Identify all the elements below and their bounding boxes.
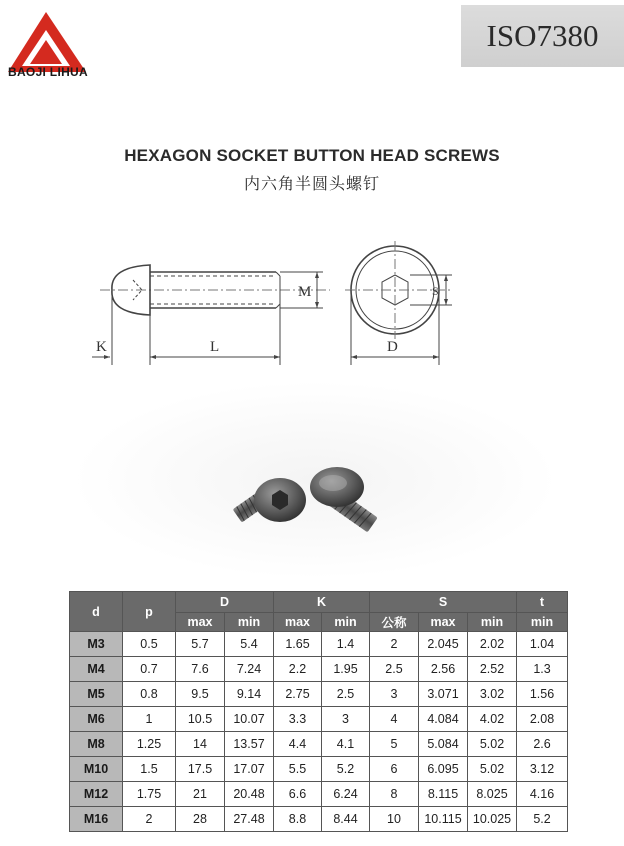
table-cell: 27.48 xyxy=(225,807,274,832)
size-cell: M12 xyxy=(70,782,123,807)
size-cell: M10 xyxy=(70,757,123,782)
header-K: K xyxy=(274,592,370,613)
table-cell: 2.75 xyxy=(274,682,322,707)
table-cell: 17.07 xyxy=(225,757,274,782)
table-cell: 10 xyxy=(370,807,419,832)
table-row xyxy=(70,707,568,732)
table-cell: 0.7 xyxy=(123,657,176,682)
table-row xyxy=(70,682,568,707)
table-cell: 10.025 xyxy=(468,807,517,832)
table-cell: 17.5 xyxy=(176,757,225,782)
label-d: D xyxy=(387,339,398,355)
table-cell: 10.115 xyxy=(419,807,468,832)
table-cell: 8.115 xyxy=(419,782,468,807)
table-cell: 5 xyxy=(370,732,419,757)
subheader-t-min: min xyxy=(517,613,568,632)
table-cell: 8 xyxy=(370,782,419,807)
table-cell: 8.8 xyxy=(274,807,322,832)
table-cell: 21 xyxy=(176,782,225,807)
table-cell: 6.6 xyxy=(274,782,322,807)
table-cell: 2 xyxy=(123,807,176,832)
subheader-S-nominal: 公称 xyxy=(370,613,419,632)
table-cell: 0.8 xyxy=(123,682,176,707)
table-cell: 1.25 xyxy=(123,732,176,757)
table-cell: 2.2 xyxy=(274,657,322,682)
table-cell: 6 xyxy=(370,757,419,782)
table-cell: 8.44 xyxy=(322,807,370,832)
table-cell: 4 xyxy=(370,707,419,732)
header-t: t xyxy=(517,592,568,613)
product-photo xyxy=(225,455,395,545)
table-cell: 2.08 xyxy=(517,707,568,732)
table-cell: 4.084 xyxy=(419,707,468,732)
table-cell: 2.52 xyxy=(468,657,517,682)
table-cell: 2.6 xyxy=(517,732,568,757)
table-row xyxy=(70,732,568,757)
label-k: K xyxy=(96,339,107,355)
table-cell: 2.02 xyxy=(468,632,517,657)
standard-badge xyxy=(461,5,624,67)
table-cell: 5.5 xyxy=(274,757,322,782)
size-cell: M3 xyxy=(70,632,123,657)
table-cell: 5.084 xyxy=(419,732,468,757)
table-cell: 1.95 xyxy=(322,657,370,682)
table-cell: 1.56 xyxy=(517,682,568,707)
table-cell: 6.095 xyxy=(419,757,468,782)
header-d: d xyxy=(70,592,123,632)
spec-table-body xyxy=(70,632,568,832)
size-cell: M8 xyxy=(70,732,123,757)
table-cell: 5.2 xyxy=(517,807,568,832)
header-p: p xyxy=(123,592,176,632)
table-cell: 9.14 xyxy=(225,682,274,707)
table-cell: 20.48 xyxy=(225,782,274,807)
spec-table xyxy=(69,591,568,832)
table-cell: 10.5 xyxy=(176,707,225,732)
table-row xyxy=(70,657,568,682)
table-cell: 7.24 xyxy=(225,657,274,682)
table-row xyxy=(70,632,568,657)
table-cell: 5.7 xyxy=(176,632,225,657)
subheader-S-max: max xyxy=(419,613,468,632)
table-cell: 13.57 xyxy=(225,732,274,757)
table-cell: 1.4 xyxy=(322,632,370,657)
table-cell: 9.5 xyxy=(176,682,225,707)
size-cell: M4 xyxy=(70,657,123,682)
table-cell: 3.071 xyxy=(419,682,468,707)
subheader-D-max: max xyxy=(176,613,225,632)
table-row xyxy=(70,757,568,782)
table-row xyxy=(70,807,568,832)
table-cell: 8.025 xyxy=(468,782,517,807)
label-m: M xyxy=(298,284,312,300)
table-row xyxy=(70,782,568,807)
table-cell: 5.2 xyxy=(322,757,370,782)
table-cell: 10.07 xyxy=(225,707,274,732)
table-cell: 2.5 xyxy=(322,682,370,707)
table-cell: 2 xyxy=(370,632,419,657)
table-cell: 4.02 xyxy=(468,707,517,732)
table-header-row xyxy=(70,592,568,613)
page-title: HEXAGON SOCKET BUTTON HEAD SCREWS xyxy=(124,146,500,165)
subheader-D-min: min xyxy=(225,613,274,632)
technical-drawing xyxy=(80,225,480,375)
table-cell: 5.02 xyxy=(468,732,517,757)
brand-name: BAOJI LIHUA xyxy=(8,65,88,79)
size-cell: M5 xyxy=(70,682,123,707)
subheader-K-max: max xyxy=(274,613,322,632)
table-cell: 14 xyxy=(176,732,225,757)
subheader-S-min: min xyxy=(468,613,517,632)
table-cell: 5.02 xyxy=(468,757,517,782)
table-cell: 5.4 xyxy=(225,632,274,657)
table-cell: 1.04 xyxy=(517,632,568,657)
table-cell: 6.24 xyxy=(322,782,370,807)
table-cell: 2.045 xyxy=(419,632,468,657)
standard-label: ISO7380 xyxy=(486,18,599,53)
label-s: S xyxy=(432,284,439,298)
table-cell: 3 xyxy=(370,682,419,707)
header-D: D xyxy=(176,592,274,613)
table-cell: 3.3 xyxy=(274,707,322,732)
table-cell: 1.3 xyxy=(517,657,568,682)
size-cell: M6 xyxy=(70,707,123,732)
table-cell: 3.12 xyxy=(517,757,568,782)
table-cell: 2.56 xyxy=(419,657,468,682)
table-cell: 1.75 xyxy=(123,782,176,807)
table-cell: 0.5 xyxy=(123,632,176,657)
table-cell: 4.16 xyxy=(517,782,568,807)
page-subtitle: 内六角半圆头螺钉 xyxy=(243,176,380,193)
table-cell: 3 xyxy=(322,707,370,732)
size-cell: M16 xyxy=(70,807,123,832)
table-cell: 1 xyxy=(123,707,176,732)
table-cell: 1.5 xyxy=(123,757,176,782)
table-cell: 4.4 xyxy=(274,732,322,757)
table-cell: 3.02 xyxy=(468,682,517,707)
header-S: S xyxy=(370,592,517,613)
table-cell: 4.1 xyxy=(322,732,370,757)
table-cell: 1.65 xyxy=(274,632,322,657)
subheader-K-min: min xyxy=(322,613,370,632)
table-cell: 2.5 xyxy=(370,657,419,682)
table-cell: 28 xyxy=(176,807,225,832)
table-cell: 7.6 xyxy=(176,657,225,682)
label-l: L xyxy=(210,339,220,355)
